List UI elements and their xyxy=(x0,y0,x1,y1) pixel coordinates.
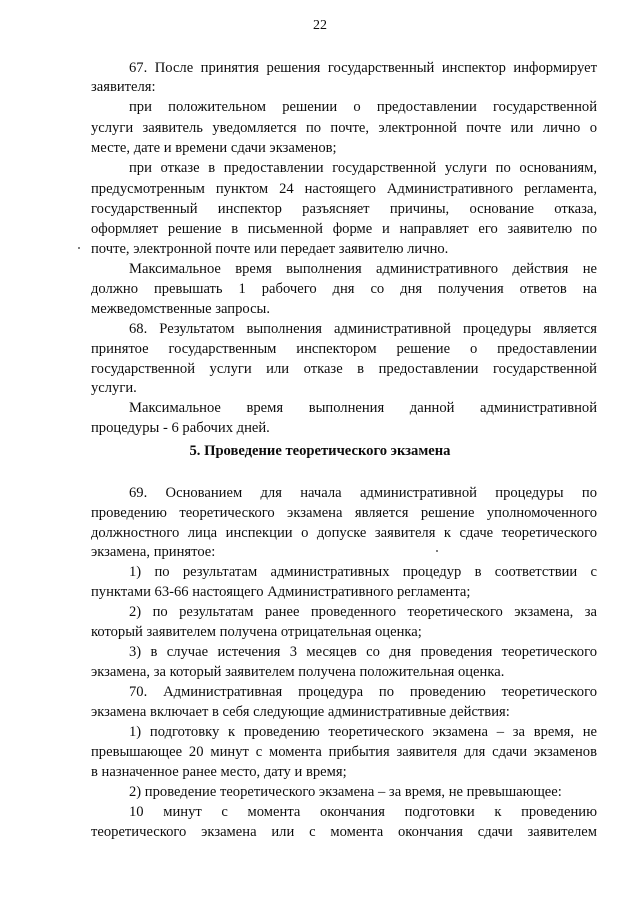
text-line: межведомственные запросы. xyxy=(91,301,271,317)
text-line: 1) по результатам административных процедур в соответствии с xyxy=(129,564,597,580)
text-line: 1) подготовку к проведению теоретического экзамена – за время, не xyxy=(129,724,597,740)
text-line: при положительном решении о предоставлении государственной xyxy=(129,99,597,115)
text-line: Максимальное время выполнения данной административной xyxy=(129,400,597,416)
scan-speck xyxy=(78,247,80,249)
text-line: при отказе в предоставлении государственной услуги по основаниям, xyxy=(129,160,597,176)
text-line: государственной услуги или отказе в предоставлении государственной xyxy=(91,361,597,377)
text-line: принятое государственным инспектором решение о предоставлении xyxy=(91,341,597,357)
text-line: экзамена включает в себя следующие административные действия: xyxy=(91,704,510,720)
text-line: оформляет решение в письменной форме и направляет его заявителю по xyxy=(91,221,597,237)
text-line: 2) проведение теоретического экзамена – за время, не превышающее: xyxy=(129,784,562,800)
text-line: процедуры - 6 рабочих дней. xyxy=(91,420,270,436)
text-line: должно превышать 1 рабочего дня со дня получения ответов на xyxy=(91,281,597,297)
page-number: 22 xyxy=(313,18,327,33)
text-line: месте, дате и времени сдачи экзаменов; xyxy=(91,140,337,156)
text-line: предусмотренным пунктом 24 настоящего Административного регламента, xyxy=(91,181,597,197)
text-line: 10 минут с момента окончания подготовки к проведению xyxy=(129,804,597,820)
text-line: государственный инспектор разъясняет причины, основание отказа, xyxy=(91,201,597,217)
text-line: превышающее 20 минут с момента прибытия заявителя для сдачи экзаменов xyxy=(91,744,597,760)
text-line: должностного лица инспекции о допуске заявителя к сдаче теоретического xyxy=(91,525,597,541)
text-line: заявителя: xyxy=(91,79,156,95)
text-line: пунктами 63-66 настоящего Административного регламента; xyxy=(91,584,471,600)
text-line: 67. После принятия решения государственный инспектор информирует xyxy=(129,60,597,76)
text-line: почте, электронной почте или передает заявителю лично. xyxy=(91,241,449,257)
text-line: Максимальное время выполнения административного действия не xyxy=(129,261,597,277)
text-line: экзамена, принятое: xyxy=(91,544,216,560)
text-line: проведению теоретического экзамена является решение уполномоченного xyxy=(91,505,597,521)
text-line: услуги заявитель уведомляется по почте, электронной почте или лично о xyxy=(91,120,597,136)
text-line: 70. Административная процедура по проведению теоретического xyxy=(129,684,597,700)
text-line: 2) по результатам ранее проведенного теоретического экзамена, за xyxy=(129,604,597,620)
section-heading: 5. Проведение теоретического экзамена xyxy=(189,443,451,459)
text-line: экзамена, за который заявителем получена положительная оценка. xyxy=(91,664,505,680)
text-line: 3) в случае истечения 3 месяцев со дня проведения теоретического xyxy=(129,644,597,660)
text-line: в назначенное ранее место, дату и время; xyxy=(91,764,347,780)
scan-speck xyxy=(436,550,438,552)
text-line: услуги. xyxy=(91,380,137,396)
text-line: теоретического экзамена или с момента окончания сдачи заявителем xyxy=(91,824,597,840)
text-line: 69. Основанием для начала административной процедуры по xyxy=(129,485,597,501)
text-line: который заявителем получена отрицательная оценка; xyxy=(91,624,422,640)
text-line: 68. Результатом выполнения административной процедуры является xyxy=(129,321,597,337)
